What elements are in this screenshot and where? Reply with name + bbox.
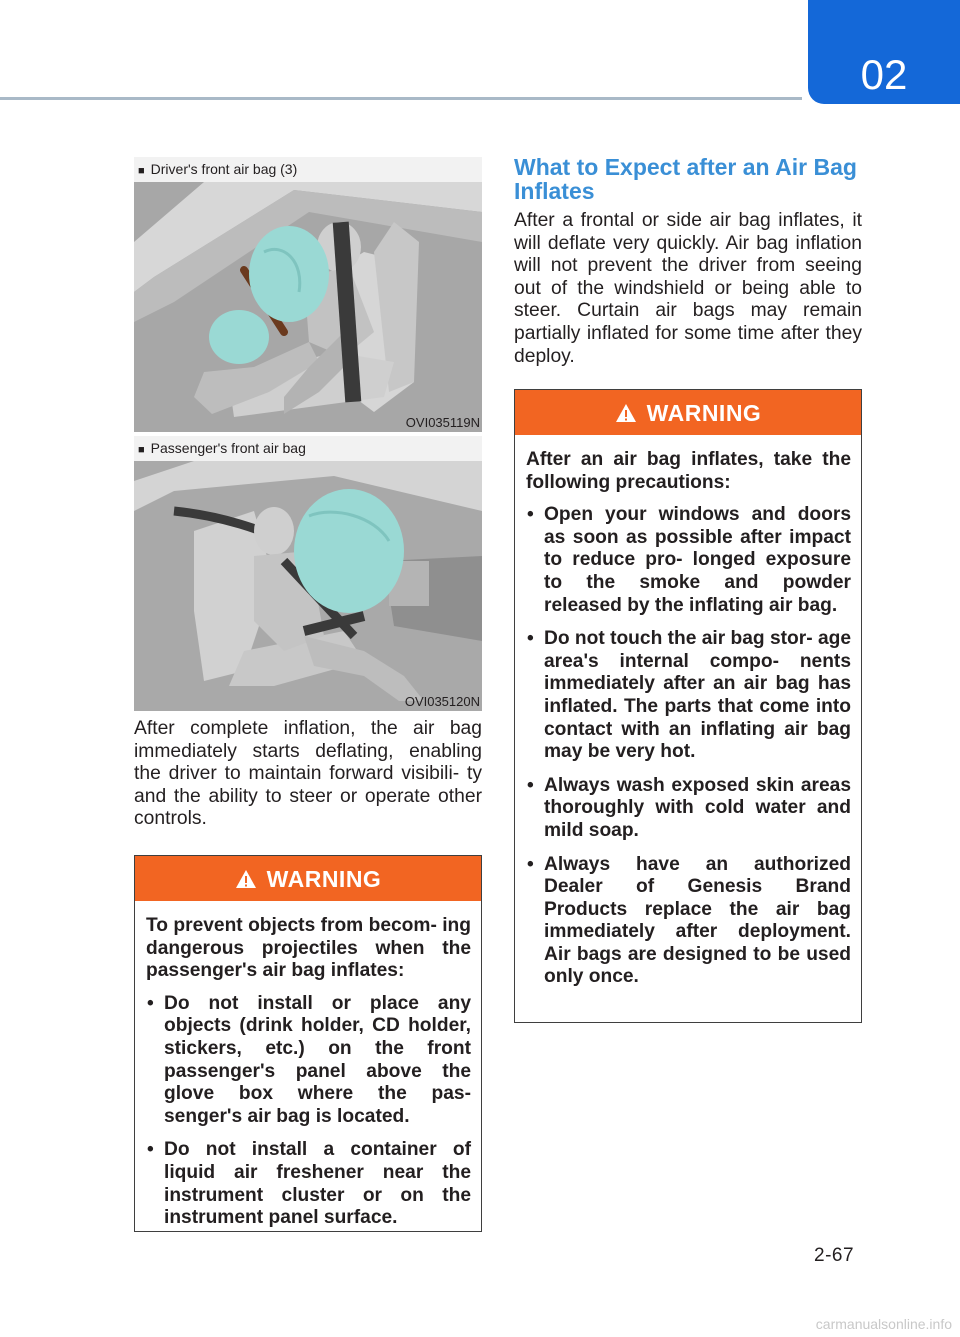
warning-header: [515, 390, 861, 435]
warning-item: • Do not install or place any objects (drink holder, CD holder, stickers, etc.) on the front passenger's panel above the glove box where the pas- senger's air bag is located.: [146, 993, 471, 1129]
warning-intro: After an air bag inflates, take the following precautions:: [526, 449, 851, 493]
warning-item: • Always have an authorized Dealer of Genesis Brand Products replace the air bag immediately after deployment. Air bags are designed to be used only once.: [526, 854, 851, 990]
inflation-paragraph: After a frontal or side air bag inflates, it will deflate very quickly. Air bag inflation will not prevent the driver from seeing out of the windshield or being able to steer. Curtain air bags may remain partially inflated for some time after they deploy.: [514, 210, 862, 367]
warning-box-passenger: [134, 855, 482, 1232]
watermark-bar: [0, 1312, 960, 1337]
warning-list: [526, 504, 851, 989]
figure-1-code: OVI035119N: [405, 415, 480, 430]
warning-item: • Open your windows and doors as soon as possible after impact to reduce pro- longed exposure to the smoke and powder released by the inflating air bag.: [526, 504, 851, 617]
figure-passenger-airbag: [134, 461, 482, 711]
deflation-paragraph: After complete inflation, the air bag immediately starts deflating, enabling the driver to maintain forward visibili- ty and the ability to steer or operate other controls.: [134, 718, 482, 830]
passenger-airbag-illustration: [134, 461, 482, 711]
caption-marker: ■: [138, 165, 145, 177]
figure-driver-airbag: [134, 182, 482, 432]
warning-title: WARNING: [646, 400, 762, 426]
section-title: What to Expect after an Air Bag Inflates: [514, 154, 857, 204]
warning-body: [135, 901, 481, 1230]
chapter-tab: 02: [808, 0, 960, 104]
warning-title: WARNING: [266, 866, 382, 892]
warning-item: • Do not touch the air bag stor- age area's internal compo- nents immediately after an air bag has inflated. The parts that come into contact with an inflating air bag may be very hot.: [526, 628, 851, 764]
warning-box-precautions: [514, 389, 862, 1023]
caption-marker: ■: [138, 444, 145, 456]
figure-2-code: OVI035120N: [404, 694, 480, 709]
figure-1-caption-text: Driver's front air bag (3): [150, 161, 298, 177]
watermark-text[interactable]: carmanualsonline.info: [815, 1316, 952, 1332]
warning-list: [146, 993, 471, 1230]
warning-intro: To prevent objects from becom- ing dangerous projectiles when the passenger's air bag inflates:: [146, 915, 471, 982]
page-number: 2-67: [814, 1245, 855, 1266]
driver-airbag-illustration: [134, 182, 482, 432]
warning-item: • Do not install a container of liquid air freshener near the instrument cluster or on the instrument panel surface.: [146, 1139, 471, 1229]
warning-body: [515, 435, 861, 989]
warning-item: • Always wash exposed skin areas thoroughly with cold water and mild soap.: [526, 775, 851, 843]
header-rule: [0, 97, 802, 100]
warning-header: [135, 856, 481, 901]
warning-triangle-icon: [235, 869, 257, 889]
figure-2-caption-text: Passenger's front air bag: [150, 440, 306, 456]
figure-2-caption: [134, 436, 482, 461]
figure-1-caption: [134, 157, 482, 182]
warning-triangle-icon: [615, 403, 637, 423]
